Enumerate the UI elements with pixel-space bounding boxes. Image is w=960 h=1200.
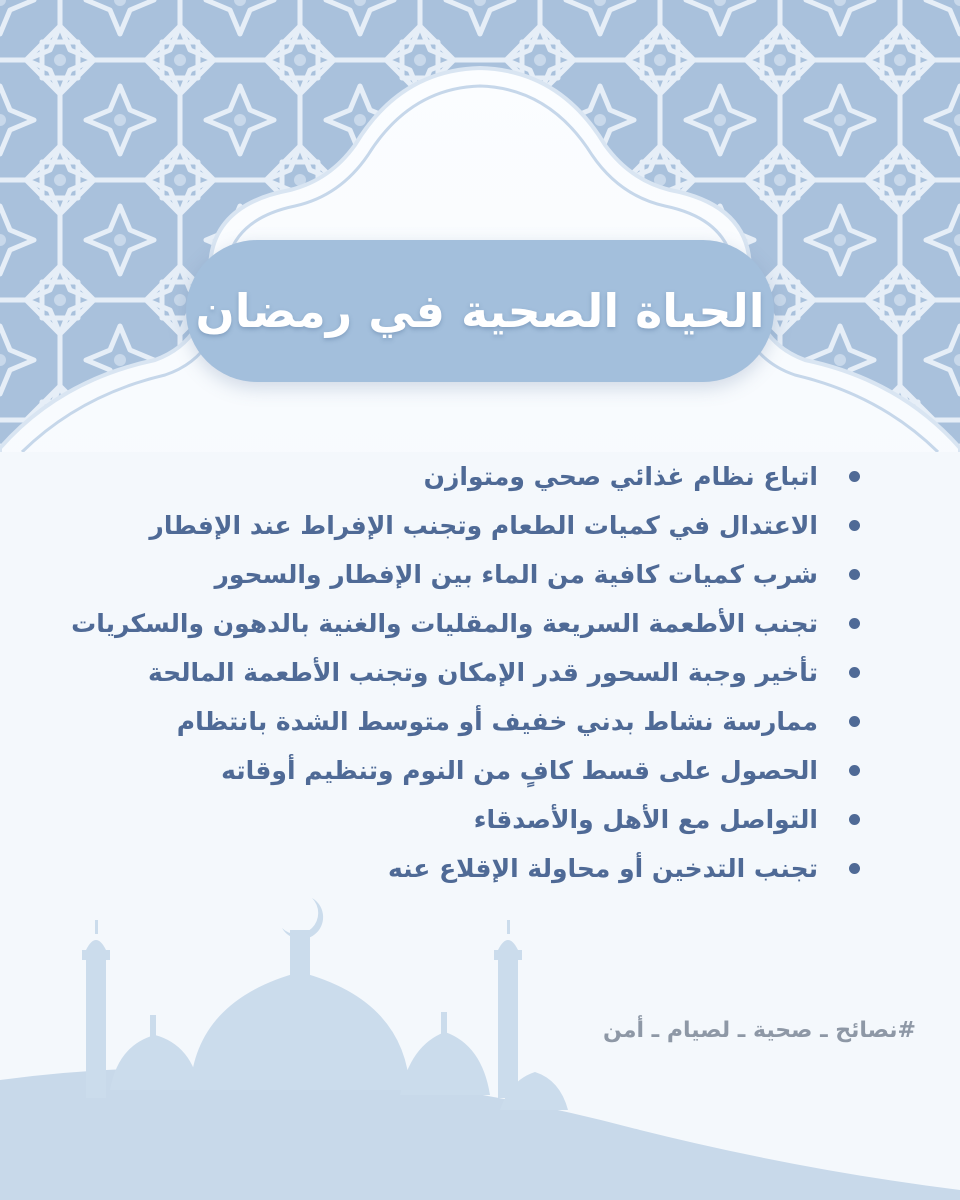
tip-text: الاعتدال في كميات الطعام وتجنب الإفراط عند الإفطار — [149, 511, 818, 540]
tip-text: التواصل مع الأهل والأصدقاء — [473, 805, 818, 834]
list-item — [60, 795, 860, 844]
bullet-icon — [849, 569, 860, 580]
tip-text: شرب كميات كافية من الماء بين الإفطار والسحور — [214, 560, 818, 589]
bullet-icon — [849, 471, 860, 482]
list-item — [60, 648, 860, 697]
list-item — [60, 599, 860, 648]
bullet-icon — [849, 765, 860, 776]
list-item — [60, 452, 860, 501]
bullet-icon — [849, 618, 860, 629]
tip-text: اتباع نظام غذائي صحي ومتوازن — [423, 462, 818, 491]
page-title: الحياة الصحية في رمضان — [195, 284, 765, 338]
bullet-icon — [849, 716, 860, 727]
tip-text: ممارسة نشاط بدني خفيف أو متوسط الشدة بانتظام — [176, 707, 818, 736]
tip-text: تجنب التدخين أو محاولة الإقلاع عنه — [387, 854, 818, 883]
hashtag-text: #نصائح ـ صحية ـ لصيام ـ أمن — [603, 1018, 916, 1043]
bullet-icon — [849, 863, 860, 874]
list-item — [60, 844, 860, 893]
tip-text: تجنب الأطعمة السريعة والمقليات والغنية بالدهون والسكريات — [71, 609, 818, 638]
list-item — [60, 501, 860, 550]
bullet-icon — [849, 667, 860, 678]
list-item — [60, 550, 860, 599]
title-banner — [186, 240, 774, 382]
tips-list — [60, 452, 860, 893]
list-item — [60, 697, 860, 746]
bullet-icon — [849, 814, 860, 825]
bullet-icon — [849, 520, 860, 531]
tip-text: تأخير وجبة السحور قدر الإمكان وتجنب الأطعمة المالحة — [147, 658, 818, 687]
list-item — [60, 746, 860, 795]
tip-text: الحصول على قسط كافٍ من النوم وتنظيم أوقاته — [221, 756, 818, 785]
